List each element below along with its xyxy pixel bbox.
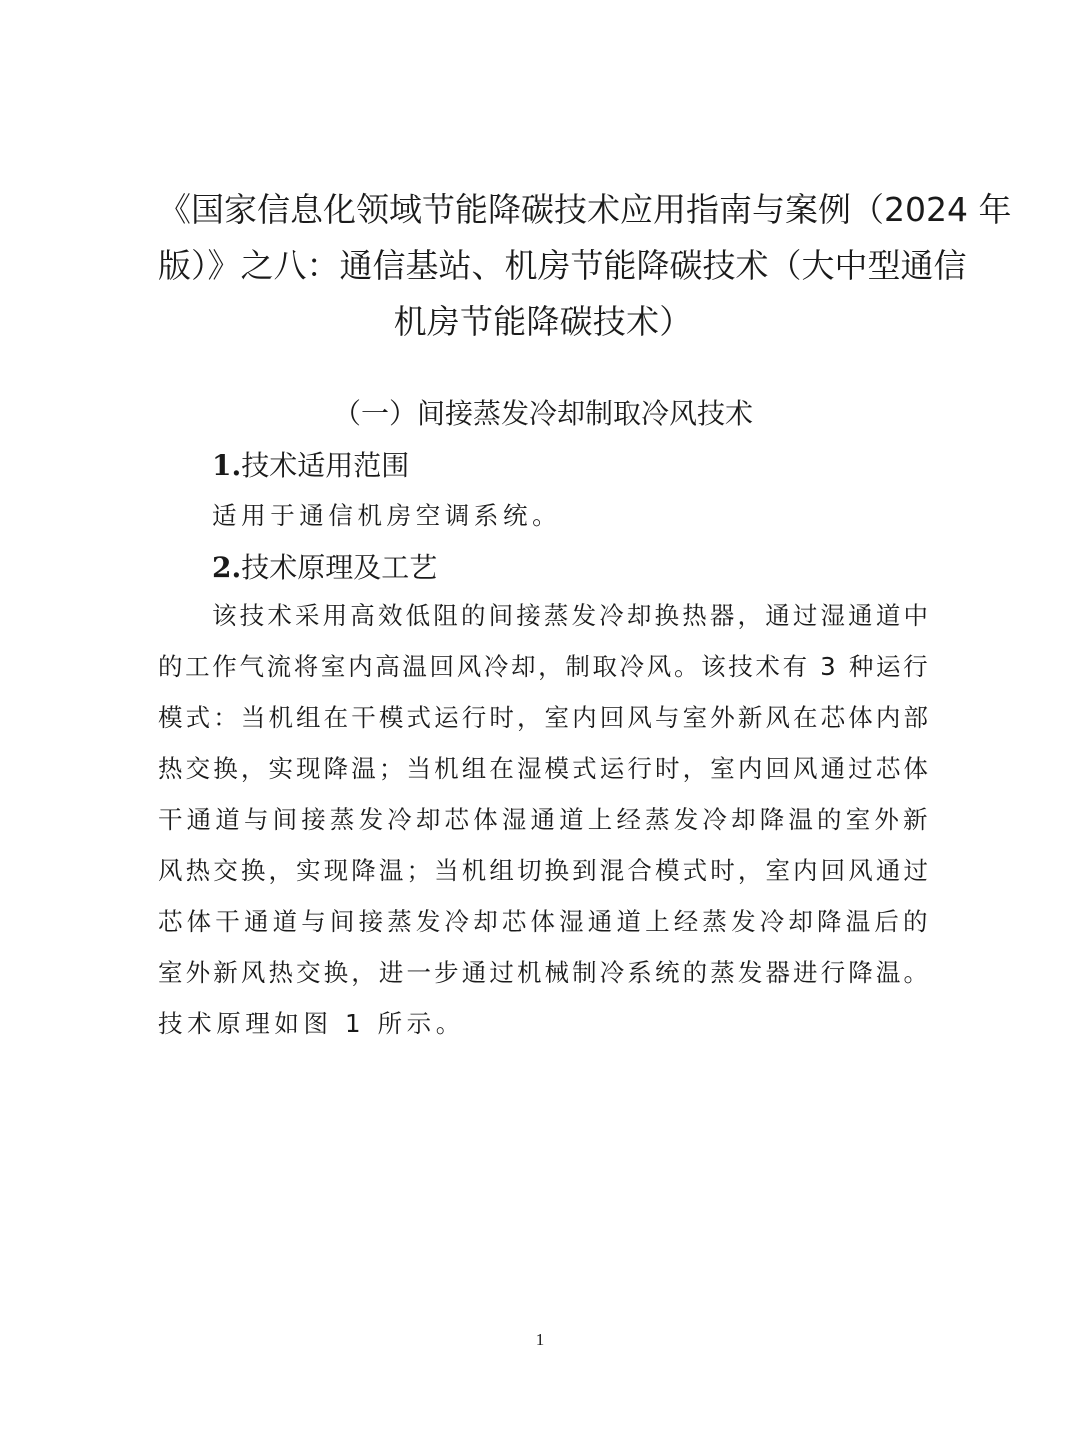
principle-heading-label: 技术原理及工艺 bbox=[241, 551, 438, 584]
section-heading: （一）间接蒸发冷却制取冷风技术 bbox=[332, 397, 753, 430]
document-title bbox=[158, 182, 1012, 350]
paragraph-line: 风热交换，实现降温；当机组切换到混合模式时，室内回风通过 bbox=[158, 856, 932, 885]
paragraph-line: 的工作气流将室内高温回风冷却，制取冷风。该技术有 3 种运行 bbox=[158, 652, 931, 681]
page-number: 1 bbox=[535, 1330, 545, 1349]
principle-paragraph bbox=[158, 596, 932, 1055]
paragraph-line: 该技术采用高效低阻的间接蒸发冷却换热器，通过湿通道中 bbox=[212, 601, 932, 630]
scope-heading bbox=[212, 444, 409, 488]
paragraph-line: 室外新风热交换，进一步通过机械制冷系统的蒸发器进行降温。 bbox=[158, 958, 932, 987]
paragraph-line: 模式：当机组在干模式运行时，室内回风与室外新风在芯体内部 bbox=[158, 703, 932, 732]
scope-text: 适用于通信机房空调系统。 bbox=[212, 501, 562, 530]
title-line: 版）》之八：通信基站、机房节能降碳技术（大中型通信 bbox=[158, 246, 967, 285]
scope-heading-label: 技术适用范围 bbox=[241, 449, 410, 482]
scope-heading-number: 1. bbox=[212, 449, 242, 482]
paragraph-line: 芯体干通道与间接蒸发冷却芯体湿通道上经蒸发冷却降温后的 bbox=[158, 907, 932, 936]
title-line: 《国家信息化领域节能降碳技术应用指南与案例（2024 年 bbox=[158, 190, 1012, 229]
paragraph-line: 干通道与间接蒸发冷却芯体湿通道上经蒸发冷却降温的室外新 bbox=[158, 805, 932, 834]
paragraph-line: 技术原理如图 1 所示。 bbox=[158, 1009, 465, 1038]
principle-heading bbox=[212, 546, 437, 590]
title-line: 机房节能降碳技术） bbox=[393, 302, 693, 341]
paragraph-line: 热交换，实现降温；当机组在湿模式运行时，室内回风通过芯体 bbox=[158, 754, 932, 783]
principle-heading-number: 2. bbox=[212, 551, 242, 584]
